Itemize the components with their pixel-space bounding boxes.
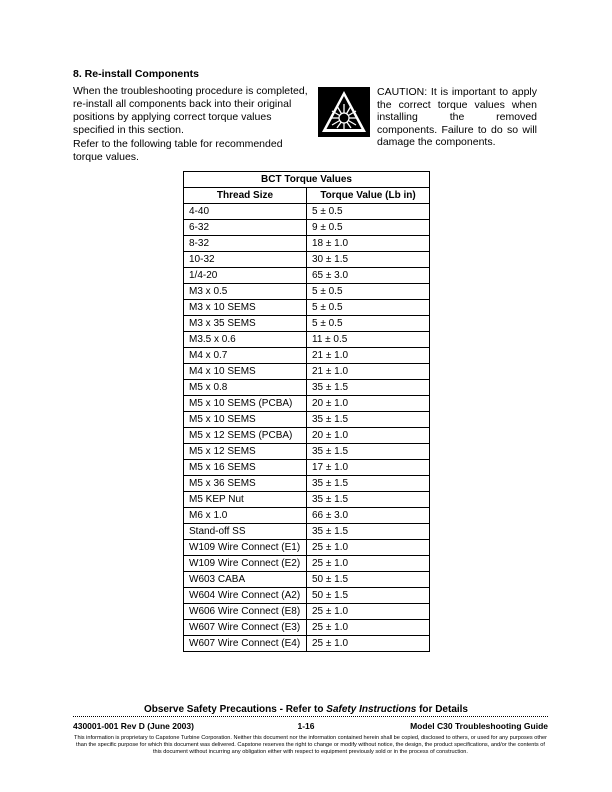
torque-value-cell: 5 ± 0.5: [307, 284, 430, 300]
column-header-thread-size: Thread Size: [184, 188, 307, 204]
torque-value-cell: 21 ± 1.0: [307, 348, 430, 364]
thread-size-cell: M4 x 10 SEMS: [184, 364, 307, 380]
table-row: [184, 332, 430, 348]
table-row: [184, 636, 430, 652]
torque-value-cell: 25 ± 1.0: [307, 556, 430, 572]
table-row: [184, 460, 430, 476]
torque-value-cell: 35 ± 1.5: [307, 380, 430, 396]
thread-size-cell: W603 CABA: [184, 572, 307, 588]
torque-value-cell: 25 ± 1.0: [307, 620, 430, 636]
column-header-torque-value: Torque Value (Lb in): [307, 188, 430, 204]
thread-size-cell: M5 x 0.8: [184, 380, 307, 396]
torque-value-cell: 25 ± 1.0: [307, 636, 430, 652]
table-row: [184, 428, 430, 444]
thread-size-cell: W604 Wire Connect (A2): [184, 588, 307, 604]
thread-size-cell: M5 x 10 SEMS (PCBA): [184, 396, 307, 412]
table-row: [184, 412, 430, 428]
table-row: [184, 524, 430, 540]
table-row: [184, 444, 430, 460]
torque-value-cell: 35 ± 1.5: [307, 524, 430, 540]
caution-burst-icon: [318, 87, 370, 137]
thread-size-cell: M6 x 1.0: [184, 508, 307, 524]
torque-value-cell: 20 ± 1.0: [307, 396, 430, 412]
table-row: [184, 508, 430, 524]
table-row: [184, 572, 430, 588]
table-row: [184, 236, 430, 252]
torque-value-cell: 35 ± 1.5: [307, 476, 430, 492]
table-row: [184, 380, 430, 396]
torque-value-cell: 21 ± 1.0: [307, 364, 430, 380]
thread-size-cell: 8-32: [184, 236, 307, 252]
guide-title: Model C30 Troubleshooting Guide: [410, 721, 548, 731]
torque-value-cell: 50 ± 1.5: [307, 572, 430, 588]
torque-value-cell: 17 ± 1.0: [307, 460, 430, 476]
safety-note: Observe Safety Precautions - Refer to Safety Instructions for Details: [143, 704, 468, 715]
torque-value-cell: 65 ± 3.0: [307, 268, 430, 284]
torque-value-cell: 5 ± 0.5: [307, 300, 430, 316]
torque-value-cell: 9 ± 0.5: [307, 220, 430, 236]
table-row: [184, 540, 430, 556]
thread-size-cell: M5 KEP Nut: [184, 492, 307, 508]
table-row: [184, 476, 430, 492]
torque-value-cell: 35 ± 1.5: [307, 492, 430, 508]
thread-size-cell: W109 Wire Connect (E2): [184, 556, 307, 572]
table-row: [184, 604, 430, 620]
thread-size-cell: W606 Wire Connect (E8): [184, 604, 307, 620]
table-row: [184, 316, 430, 332]
thread-size-cell: M3 x 10 SEMS: [184, 300, 307, 316]
thread-size-cell: M3 x 0.5: [184, 284, 307, 300]
table-row: [184, 396, 430, 412]
thread-size-cell: M5 x 12 SEMS: [184, 444, 307, 460]
thread-size-cell: M3.5 x 0.6: [184, 332, 307, 348]
table-row: [184, 268, 430, 284]
table-row: [184, 348, 430, 364]
doc-number: 430001-001 Rev D (June 2003): [73, 721, 194, 731]
thread-size-cell: 4-40: [184, 204, 307, 220]
table-row: [184, 204, 430, 220]
thread-size-cell: M3 x 35 SEMS: [184, 316, 307, 332]
proprietary-disclaimer: This information is proprietary to Capstone Turbine Corporation. Neither this document nor the information contained herein shall be copied, disclosed to others, or used for any purposes other than the specific purpose for which this document was delivered. Capstone reserves the right to change or modify without notice, the design, the product specifications, and/or the contents of this document without incurring any obligation either with respect to equipment previously sold or in the process of construction.: [74, 735, 547, 755]
table-row: [184, 492, 430, 508]
thread-size-cell: 10-32: [184, 252, 307, 268]
thread-size-cell: M4 x 0.7: [184, 348, 307, 364]
torque-value-cell: 35 ± 1.5: [307, 412, 430, 428]
torque-value-cell: 11 ± 0.5: [307, 332, 430, 348]
table-row: [184, 556, 430, 572]
torque-value-cell: 66 ± 3.0: [307, 508, 430, 524]
table-row: [184, 284, 430, 300]
thread-size-cell: Stand-off SS: [184, 524, 307, 540]
thread-size-cell: 1/4-20: [184, 268, 307, 284]
torque-table: [183, 171, 430, 652]
table-row: [184, 252, 430, 268]
thread-size-cell: W607 Wire Connect (E3): [184, 620, 307, 636]
table-title: BCT Torque Values: [184, 172, 430, 188]
table-row: [184, 220, 430, 236]
table-row: [184, 364, 430, 380]
torque-value-cell: 25 ± 1.0: [307, 604, 430, 620]
footer-divider: [73, 716, 548, 717]
table-row: [184, 620, 430, 636]
table-reference-paragraph: Refer to the following table for recommended torque values.: [73, 138, 283, 163]
torque-value-cell: 50 ± 1.5: [307, 588, 430, 604]
table-row: [184, 588, 430, 604]
thread-size-cell: W607 Wire Connect (E4): [184, 636, 307, 652]
thread-size-cell: M5 x 36 SEMS: [184, 476, 307, 492]
torque-value-cell: 5 ± 0.5: [307, 316, 430, 332]
safety-instructions-reference: Safety Instructions: [326, 704, 417, 715]
thread-size-cell: M5 x 10 SEMS: [184, 412, 307, 428]
thread-size-cell: M5 x 12 SEMS (PCBA): [184, 428, 307, 444]
torque-value-cell: 18 ± 1.0: [307, 236, 430, 252]
torque-value-cell: 25 ± 1.0: [307, 540, 430, 556]
torque-value-cell: 35 ± 1.5: [307, 444, 430, 460]
table-row: [184, 300, 430, 316]
page-number: 1-16: [297, 721, 315, 731]
thread-size-cell: W109 Wire Connect (E1): [184, 540, 307, 556]
thread-size-cell: M5 x 16 SEMS: [184, 460, 307, 476]
intro-paragraph: When the troubleshooting procedure is completed, re-install all components back into their original positions by applying correct torque values specified in this section.: [73, 85, 308, 136]
caution-text: CAUTION: It is important to apply the correct torque values when installing the removed components. Failure to do so will damage the components.: [377, 86, 537, 149]
torque-value-cell: 20 ± 1.0: [307, 428, 430, 444]
section-title: 8. Re-install Components: [73, 68, 200, 80]
torque-value-cell: 5 ± 0.5: [307, 204, 430, 220]
torque-value-cell: 30 ± 1.5: [307, 252, 430, 268]
thread-size-cell: 6-32: [184, 220, 307, 236]
